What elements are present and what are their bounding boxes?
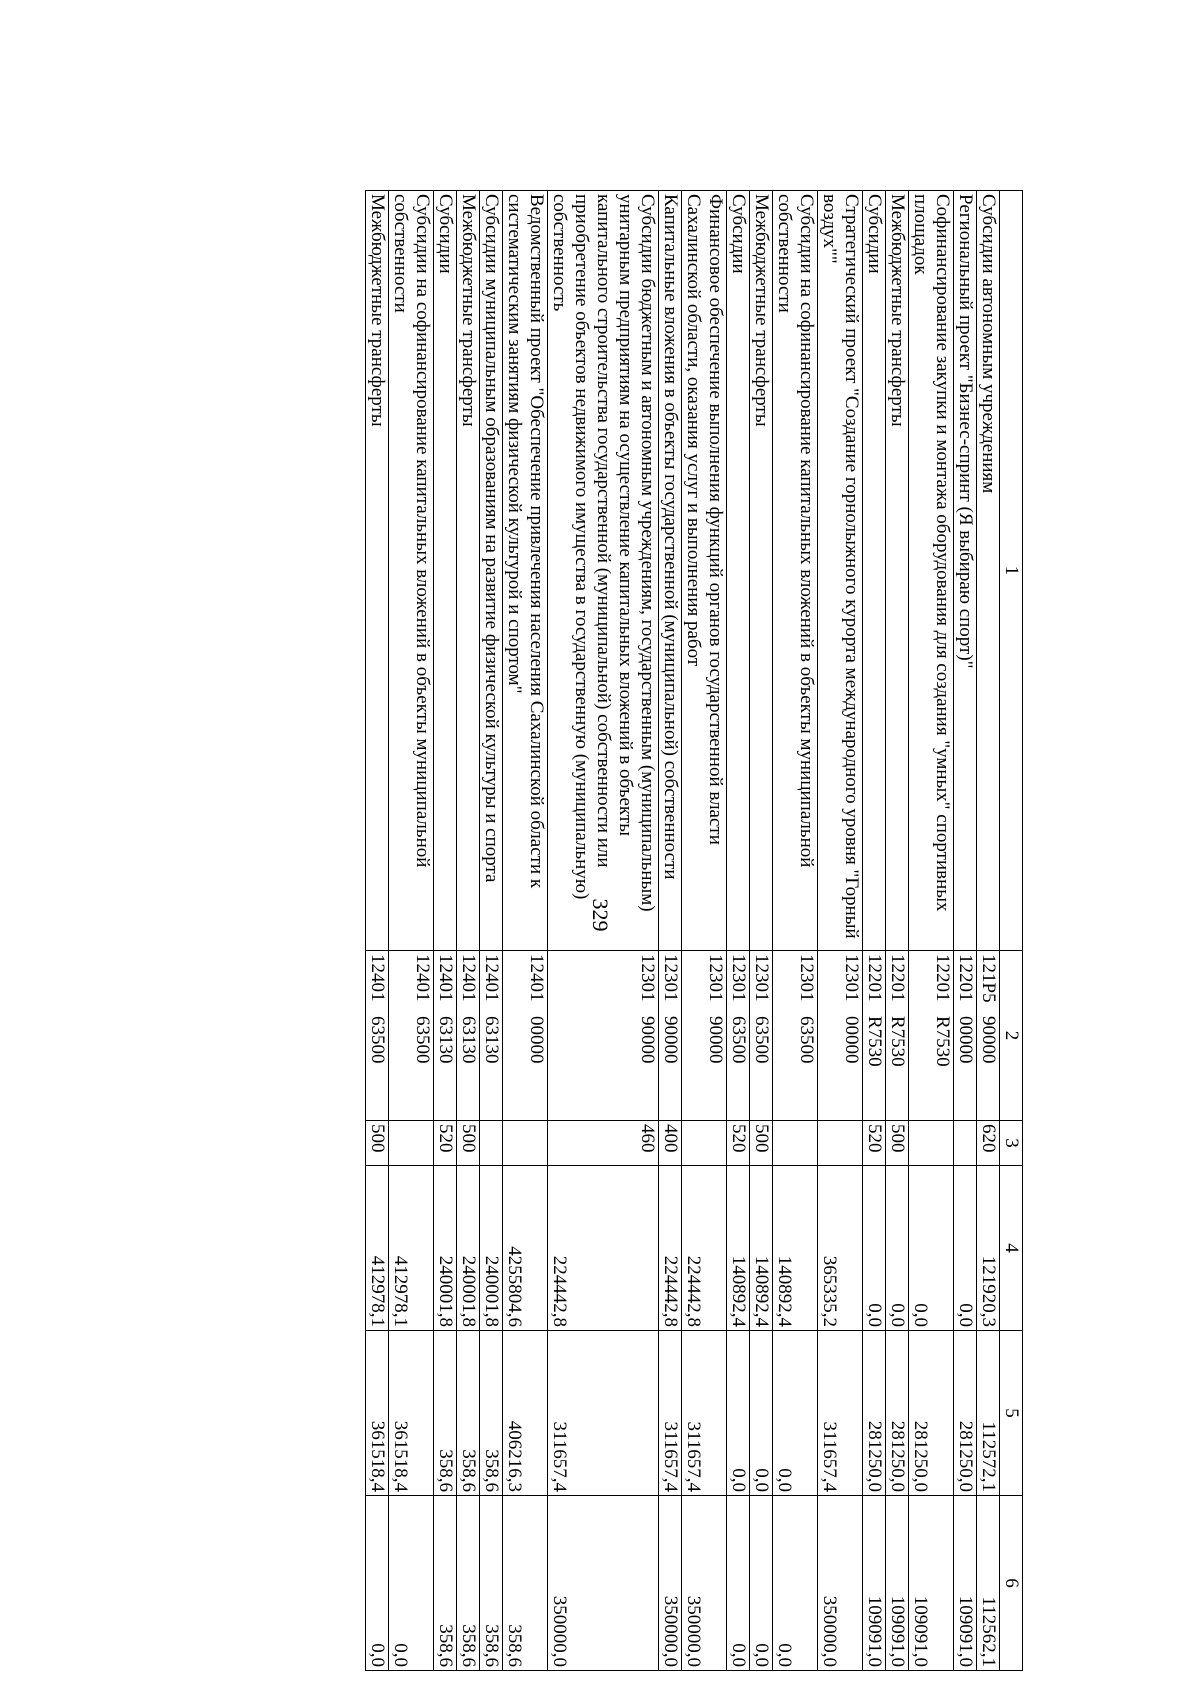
- row-name: Софинансирование закупки и монтажа оборудования для создания "умных" спортивных площадок: [909, 191, 954, 951]
- program-code: 12201: [864, 954, 885, 1002]
- table-row: [682, 191, 727, 1671]
- row-target-code: [457, 951, 480, 1121]
- row-amount-col4: 224442,8: [682, 1166, 727, 1331]
- direction-code: 90000: [978, 1016, 999, 1064]
- direction-code: 90000: [637, 1016, 658, 1064]
- row-amount-col6: 0,0: [773, 1496, 818, 1671]
- table-row: [503, 191, 548, 1671]
- row-name: Капитальные вложения в объекты государственной (муниципальной) собственности: [659, 191, 682, 951]
- direction-code: R7530: [864, 1016, 885, 1067]
- row-expense-type: 500: [457, 1121, 480, 1166]
- row-amount-col6: 358,6: [434, 1496, 457, 1671]
- row-amount-col5: 281250,0: [954, 1331, 977, 1496]
- table-row: [977, 191, 1000, 1671]
- program-code: 12401: [526, 954, 547, 1002]
- table-row: [750, 191, 773, 1671]
- row-target-code: [909, 951, 954, 1121]
- row-amount-col5: 358,6: [457, 1331, 480, 1496]
- column-header-1: 1: [1000, 191, 1023, 951]
- row-amount-col6: 358,6: [457, 1496, 480, 1671]
- table-row: [548, 191, 659, 1671]
- table-row: [727, 191, 750, 1671]
- row-amount-col4: 0,0: [909, 1166, 954, 1331]
- program-code: 12401: [481, 954, 502, 1002]
- row-amount-col6: 358,6: [480, 1496, 503, 1671]
- row-amount-col4: 140892,4: [773, 1166, 818, 1331]
- row-amount-col4: 0,0: [954, 1166, 977, 1331]
- row-target-code: [977, 951, 1000, 1121]
- row-amount-col5: 311657,4: [659, 1331, 682, 1496]
- row-target-code: [434, 951, 457, 1121]
- row-amount-col4: 240001,8: [434, 1166, 457, 1331]
- direction-code: R7530: [932, 1016, 953, 1067]
- row-amount-col5: 281250,0: [863, 1331, 886, 1496]
- column-header-4: 4: [1000, 1166, 1023, 1331]
- row-target-code: [863, 951, 886, 1121]
- row-name: Межбюджетные трансферты: [750, 191, 773, 951]
- row-name: Межбюджетные трансферты: [457, 191, 480, 951]
- direction-code: 63500: [796, 1016, 817, 1064]
- row-amount-col4: 412978,1: [366, 1166, 389, 1331]
- row-expense-type: 500: [886, 1121, 909, 1166]
- row-amount-col5: 406216,3: [503, 1331, 548, 1496]
- row-expense-type: 400: [659, 1121, 682, 1166]
- table-row: [457, 191, 480, 1671]
- row-target-code: [750, 951, 773, 1121]
- row-expense-type: 520: [434, 1121, 457, 1166]
- row-amount-col4: 224442,8: [659, 1166, 682, 1331]
- table-row: [434, 191, 457, 1671]
- table-row: [863, 191, 886, 1671]
- page-number: 329: [588, 898, 613, 932]
- row-amount-col5: 0,0: [727, 1331, 750, 1496]
- row-amount-col6: 350000,0: [548, 1496, 659, 1671]
- row-expense-type: [503, 1121, 548, 1166]
- row-amount-col5: 0,0: [773, 1331, 818, 1496]
- row-amount-col5: 0,0: [750, 1331, 773, 1496]
- program-code: 121P5: [978, 954, 999, 1003]
- row-name: Субсидии бюджетным и автономным учреждениям, государственным (муниципальным) унитарным предприятиям на осуществление капитальных вложений в объекты капитального строительства государственной (муниципальной) собственности или приобретение объектов недвижимого имущества в государственную (муниципальную) собственность: [548, 191, 659, 951]
- row-amount-col6: 350000,0: [659, 1496, 682, 1671]
- row-amount-col5: 358,6: [480, 1331, 503, 1496]
- direction-code: 63500: [367, 1016, 388, 1064]
- row-amount-col4: 0,0: [863, 1166, 886, 1331]
- table-row: [366, 191, 389, 1671]
- direction-code: 00000: [841, 1016, 862, 1064]
- row-expense-type: [909, 1121, 954, 1166]
- row-expense-type: [818, 1121, 863, 1166]
- row-expense-type: 500: [750, 1121, 773, 1166]
- budget-table: [365, 190, 1023, 1671]
- row-name: Субсидии автономным учреждениям: [977, 191, 1000, 951]
- direction-code: 63130: [481, 1016, 502, 1064]
- row-amount-col5: 112572,1: [977, 1331, 1000, 1496]
- row-amount-col5: 311657,4: [682, 1331, 727, 1496]
- row-target-code: [480, 951, 503, 1121]
- row-amount-col5: 281250,0: [886, 1331, 909, 1496]
- direction-code: 63130: [458, 1016, 479, 1064]
- row-amount-col6: 350000,0: [818, 1496, 863, 1671]
- row-amount-col4: 140892,4: [727, 1166, 750, 1331]
- row-amount-col5: 361518,4: [366, 1331, 389, 1496]
- column-header-3: 3: [1000, 1121, 1023, 1166]
- row-amount-col6: 0,0: [366, 1496, 389, 1671]
- column-header-6: 6: [1000, 1496, 1023, 1671]
- column-header-2: 2: [1000, 951, 1023, 1121]
- program-code: 12301: [637, 954, 658, 1002]
- table-row: [886, 191, 909, 1671]
- column-header-5: 5: [1000, 1331, 1023, 1496]
- row-target-code: [682, 951, 727, 1121]
- row-amount-col4: 0,0: [886, 1166, 909, 1331]
- row-name: Финансовое обеспечение выполнения функций органов государственной власти Сахалинской области, оказания услуг и выполнения работ: [682, 191, 727, 951]
- row-expense-type: 520: [863, 1121, 886, 1166]
- program-code: 12301: [841, 954, 862, 1002]
- row-amount-col6: 0,0: [750, 1496, 773, 1671]
- row-name: Субсидии: [434, 191, 457, 951]
- row-amount-col5: 361518,4: [389, 1331, 434, 1496]
- program-code: 12201: [887, 954, 908, 1002]
- row-expense-type: [389, 1121, 434, 1166]
- row-name: Субсидии на софинансирование капитальных вложений в объекты муниципальной собственности: [773, 191, 818, 951]
- row-amount-col6: 0,0: [727, 1496, 750, 1671]
- row-name: Субсидии: [863, 191, 886, 951]
- direction-code: 63130: [435, 1016, 456, 1064]
- program-code: 12301: [751, 954, 772, 1002]
- row-name: Межбюджетные трансферты: [366, 191, 389, 951]
- row-amount-col6: 350000,0: [682, 1496, 727, 1671]
- row-amount-col5: 281250,0: [909, 1331, 954, 1496]
- row-amount-col6: 109091,0: [886, 1496, 909, 1671]
- row-amount-col6: 0,0: [389, 1496, 434, 1671]
- row-expense-type: 520: [727, 1121, 750, 1166]
- table-header: [1000, 191, 1023, 1671]
- row-name: Субсидии на софинансирование капитальных вложений в объекты муниципальной собственности: [389, 191, 434, 951]
- row-target-code: [954, 951, 977, 1121]
- program-code: 12201: [932, 954, 953, 1002]
- table-row: [909, 191, 954, 1671]
- row-amount-col6: 109091,0: [954, 1496, 977, 1671]
- row-amount-col4: 240001,8: [457, 1166, 480, 1331]
- row-name: Региональный проект "Бизнес-спринт (Я выбираю спорт)": [954, 191, 977, 951]
- row-amount-col4: 4255804,6: [503, 1166, 548, 1331]
- program-code: 12401: [412, 954, 433, 1002]
- direction-code: 63500: [751, 1016, 772, 1064]
- program-code: 12301: [705, 954, 726, 1002]
- row-target-code: [503, 951, 548, 1121]
- program-code: 12401: [458, 954, 479, 1002]
- program-code: 12401: [367, 954, 388, 1002]
- row-amount-col4: 224442,8: [548, 1166, 659, 1331]
- row-target-code: [886, 951, 909, 1121]
- row-expense-type: 620: [977, 1121, 1000, 1166]
- row-amount-col4: 365335,2: [818, 1166, 863, 1331]
- row-amount-col4: 140892,4: [750, 1166, 773, 1331]
- row-amount-col4: 240001,8: [480, 1166, 503, 1331]
- row-amount-col6: 112562,1: [977, 1496, 1000, 1671]
- table-body: [366, 191, 1000, 1671]
- row-name: Стратегический проект "Создание горнолыжного курорта международного уровня "Горный воздух"": [818, 191, 863, 951]
- row-amount-col4: 412978,1: [389, 1166, 434, 1331]
- header-row: [1000, 191, 1023, 1671]
- direction-code: 90000: [660, 1016, 681, 1064]
- table-row: [818, 191, 863, 1671]
- row-target-code: [389, 951, 434, 1121]
- row-target-code: [727, 951, 750, 1121]
- row-target-code: [548, 951, 659, 1121]
- table-row: [480, 191, 503, 1671]
- direction-code: 63500: [728, 1016, 749, 1064]
- direction-code: 63500: [412, 1016, 433, 1064]
- row-target-code: [366, 951, 389, 1121]
- table-row: [773, 191, 818, 1671]
- program-code: 12301: [796, 954, 817, 1002]
- row-amount-col5: 311657,4: [818, 1331, 863, 1496]
- row-expense-type: [480, 1121, 503, 1166]
- rotated-table-container: [73, 190, 1023, 1670]
- table-row: [389, 191, 434, 1671]
- row-target-code: [773, 951, 818, 1121]
- direction-code: 00000: [955, 1016, 976, 1064]
- program-code: 12201: [955, 954, 976, 1002]
- program-code: 12401: [435, 954, 456, 1002]
- row-expense-type: 460: [548, 1121, 659, 1166]
- row-amount-col5: 311657,4: [548, 1331, 659, 1496]
- row-name: Ведомственный проект "Обеспечение привлечения населения Сахалинской области к систематическим занятиям физической культурой и спортом": [503, 191, 548, 951]
- program-code: 12301: [728, 954, 749, 1002]
- row-expense-type: [954, 1121, 977, 1166]
- row-name: Субсидии муниципальным образованиям на развитие физической культуры и спорта: [480, 191, 503, 951]
- direction-code: 00000: [526, 1016, 547, 1064]
- row-amount-col4: 121920,3: [977, 1166, 1000, 1331]
- row-amount-col6: 358,6: [503, 1496, 548, 1671]
- row-amount-col5: 358,6: [434, 1331, 457, 1496]
- row-expense-type: [773, 1121, 818, 1166]
- table-row: [954, 191, 977, 1671]
- row-expense-type: 500: [366, 1121, 389, 1166]
- row-expense-type: [682, 1121, 727, 1166]
- direction-code: 90000: [705, 1016, 726, 1064]
- program-code: 12301: [660, 954, 681, 1002]
- row-amount-col6: 109091,0: [909, 1496, 954, 1671]
- row-amount-col6: 109091,0: [863, 1496, 886, 1671]
- row-name: Межбюджетные трансферты: [886, 191, 909, 951]
- direction-code: R7530: [887, 1016, 908, 1067]
- table-row: [659, 191, 682, 1671]
- row-target-code: [818, 951, 863, 1121]
- row-name: Субсидии: [727, 191, 750, 951]
- row-target-code: [659, 951, 682, 1121]
